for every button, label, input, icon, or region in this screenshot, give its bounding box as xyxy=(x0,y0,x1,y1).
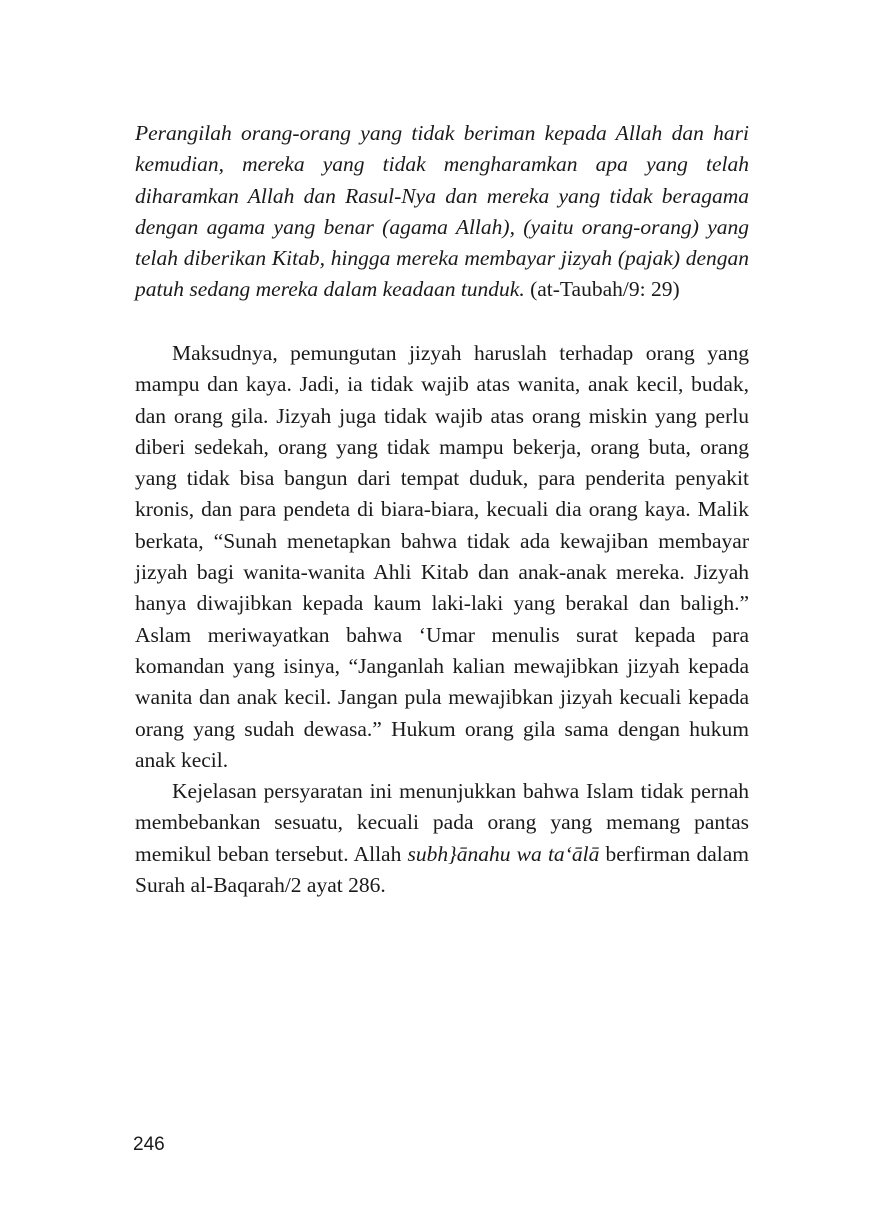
paragraph-2-text-before: Kejelasan persyaratan ini menunjukkan bahwa Islam tidak pernah membebankan sesuatu, kecuali pada orang yang memang pantas memikul beban tersebut. Allah xyxy=(135,779,749,866)
paragraph-2-text-after: berfirman dalam Surah al-Baqarah/2 ayat 286. xyxy=(135,841,749,898)
ayat-translation: Perangilah orang-orang yang tidak beriman kepada Allah dan hari kemudian, mereka yang tidak mengharamkan apa yang telah diharamkan Allah dan Rasul-Nya dan mereka yang tidak beragama dengan agama yang benar (agama Allah), (yaitu orang-orang) yang telah diberikan Kitab, hingga mereka membayar jizyah (pajak) dengan patuh sedang mereka dalam keadaan tunduk. xyxy=(135,121,749,302)
paragraph-2 xyxy=(135,776,749,901)
quran-translation-quote xyxy=(135,118,749,306)
paragraph-1: Maksudnya, pemungutan jizyah haruslah terhadap orang yang mampu dan kaya. Jadi, ia tidak wajib atas wanita, anak kecil, budak, dan orang gila. Jizyah juga tidak wajib atas orang miskin yang perlu diberi sedekah, orang yang tidak mampu bekerja, orang buta, orang yang tidak bisa bangun dari tempat duduk, para penderita penyakit kronis, dan para pendeta di biara-biara, kecuali dia orang kaya. Malik berkata, “Sunah menetapkan bahwa tidak ada kewajiban membayar jizyah bagi wanita-wanita Ahli Kitab dan anak-anak mereka. Jizyah hanya diwajibkan kepada kaum laki-laki yang berakal dan baligh.” Aslam meriwayatkan bahwa ‘Umar menulis surat kepada para komandan yang isinya, “Janganlah kalian mewajibkan jizyah kepada wanita dan anak kecil. Jangan pula mewajibkan jizyah kecuali kepada orang yang sudah dewasa.” Hukum orang gila sama dengan hukum anak kecil. xyxy=(135,341,749,772)
ayat-reference: (at-Taubah/9: 29) xyxy=(524,277,680,302)
page-number: 246 xyxy=(133,1134,165,1155)
body-text xyxy=(135,338,749,901)
honorific-phrase: subh}ānahu wa ta‘ālā xyxy=(407,841,600,866)
